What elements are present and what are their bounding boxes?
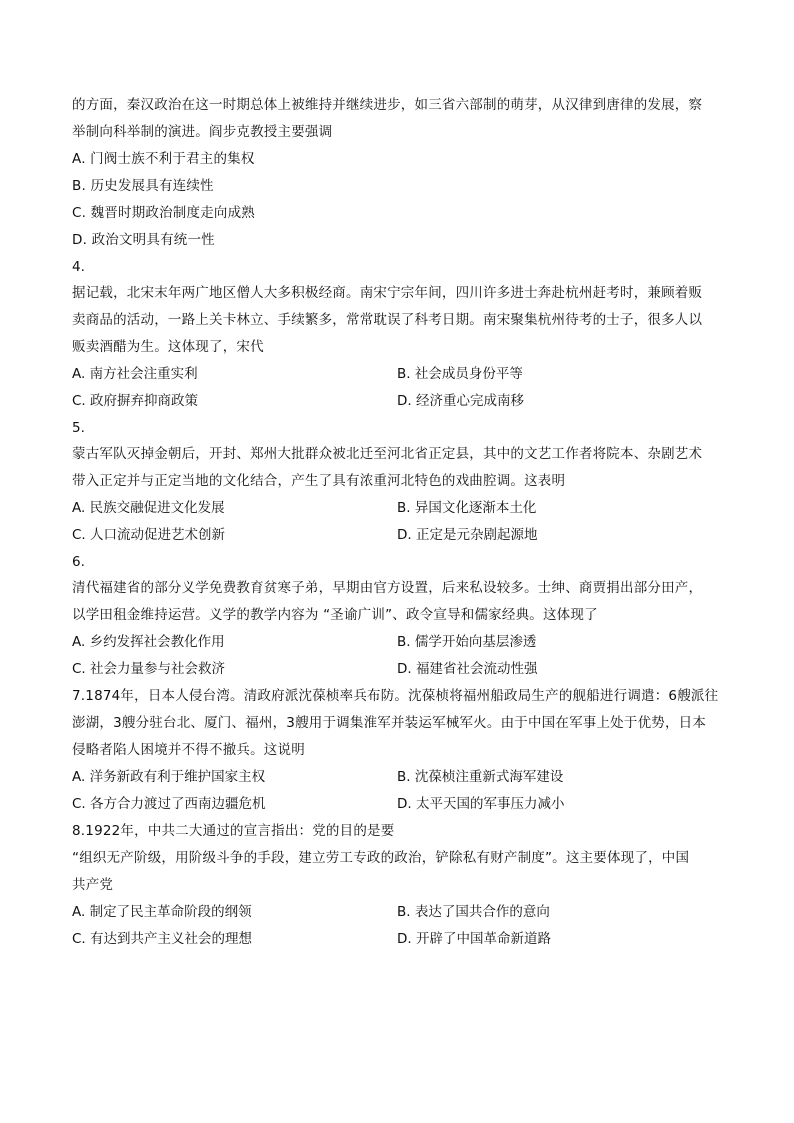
option-d: D. 政治文明具有统一性	[72, 232, 215, 248]
option-c: C. 社会力量参与社会救济	[72, 661, 226, 677]
option-d: D. 经济重心完成南移	[397, 393, 524, 409]
question-stem-line: 清代福建省的部分义学免费教育贫寒子弟，早期由官方设置，后来私设较多。士绅、商贾捐出部分田产，	[72, 580, 703, 596]
question-stem-line: 共产党	[72, 877, 114, 893]
option-b: B. 儒学开始向基层渗透	[397, 634, 537, 650]
option-c: C. 有达到共产主义社会的理想	[72, 931, 253, 947]
option-a: A. 乡约发挥社会教化作用	[72, 634, 225, 650]
question-stem-line: 的方面，秦汉政治在这一时期总体上被维持并继续进步，如三省六部制的萌芽，从汉律到唐律的发展，察	[72, 97, 703, 113]
option-a: A. 南方社会注重实利	[72, 366, 198, 382]
option-a: A. 洋务新政有利于维护国家主权	[72, 769, 266, 785]
option-b: B. 社会成员身份平等	[397, 366, 523, 382]
question-number: 6.	[72, 554, 85, 570]
exam-page	[72, 92, 722, 953]
option-a: A. 民族交融促进文化发展	[72, 500, 225, 516]
option-c: C. 人口流动促进艺术创新	[72, 527, 226, 543]
question-5	[72, 415, 722, 549]
question-stem-line: “组织无产阶级，用阶级斗争的手段，建立劳工专政的政治，铲除私有财产制度”。这主要体现了，中国	[72, 850, 690, 866]
option-b: B. 历史发展具有连续性	[72, 178, 214, 194]
option-c: C. 政府摒弃抑商政策	[72, 393, 199, 409]
option-c: C. 魏晋时期政治制度走向成熟	[72, 205, 256, 221]
question-7	[72, 683, 722, 818]
question-stem-line: 侵略者陷人困境并不得不撤兵。这说明	[72, 742, 305, 758]
question-stem-line: 蒙古军队灭掉金朝后，开封、郑州大批群众被北迁至河北省正定县，其中的文艺工作者将院本、杂剧艺术	[72, 446, 703, 462]
question-number: 4.	[72, 259, 85, 275]
question-6	[72, 549, 722, 683]
option-d: D. 开辟了中国革命新道路	[397, 931, 551, 947]
question-stem-line: 举制向科举制的演进。阎步克教授主要强调	[72, 124, 333, 140]
option-d: D. 正定是元杂剧起源地	[397, 527, 538, 543]
question-stem-line: 澎湖，3艘分驻台北、厦门、福州，3艘用于调集淮军并装运军械军火。由于中国在军事上处于优势，日本	[72, 715, 707, 731]
option-a: A. 门阀士族不利于君主的集权	[72, 151, 255, 167]
question-stem-line: 贩卖酒醋为生。这体现了，宋代	[72, 339, 264, 355]
question-stem-line: 8.1922年，中共二大通过的宣言指出：党的目的是要	[72, 823, 395, 839]
option-d: D. 太平天国的军事压力减小	[397, 796, 565, 812]
question-stem-line: 据记载，北宋末年两广地区僧人大多积极经商。南宋宁宗年间，四川许多进士奔赴杭州赶考时，兼顾着贩	[72, 285, 703, 301]
question-stem-line: 卖商品的活动，一路上关卡林立、手续繁多，常常耽误了科考日期。南宋聚集杭州待考的士子，很多人以	[72, 312, 703, 328]
question-stem-line: 7.1874年，日本人侵台湾。清政府派沈葆桢率兵布防。沈葆桢将福州船政局生产的舰船进行调遣：6艘派往	[72, 688, 719, 704]
question-4	[72, 254, 722, 415]
option-d: D. 福建省社会流动性强	[397, 661, 538, 677]
question-stem-line: 以学田租金维持运营。义学的教学内容为 “圣谕广训”、政令宣导和儒家经典。这体现了	[72, 607, 598, 623]
option-b: B. 表达了国共合作的意向	[397, 904, 550, 920]
question-stem-line: 带入正定并与正定当地的文化结合，产生了具有浓重河北特色的戏曲腔调。这表明	[72, 473, 566, 489]
option-b: B. 异国文化逐渐本土化	[397, 500, 537, 516]
option-b: B. 沈葆桢注重新式海军建设	[397, 769, 564, 785]
option-a: A. 制定了民主革命阶段的纲领	[72, 904, 252, 920]
question-8	[72, 818, 722, 953]
question-number: 5.	[72, 420, 85, 436]
option-c: C. 各方合力渡过了西南边疆危机	[72, 796, 266, 812]
question-3	[72, 92, 722, 254]
